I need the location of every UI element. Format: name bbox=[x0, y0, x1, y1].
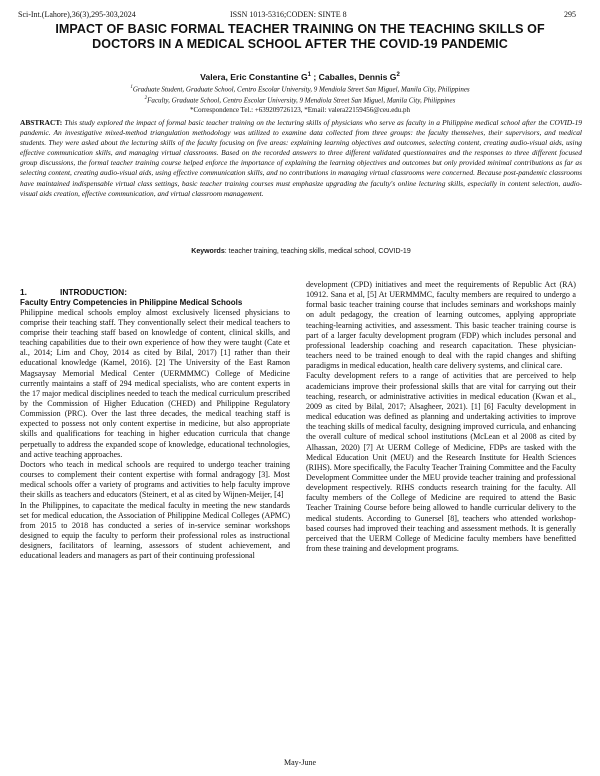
paragraph-2: Doctors who teach in medical schools are required to undergo teacher training courses to complement their content expertise with formal andragogy [3]. Most medical schools offer a variety of programs and activities to help faculty improve their skills as teachers and educators (Steinert, et al as cited by Wijnen-Meijer, [4] bbox=[20, 459, 290, 500]
paragraph-1: Philippine medical schools employ almost exclusively licensed physicians to comprise their teaching staff. They conventionally select their medical teachers to comprise their teaching staff based on knowledge of content, clinical skills, and teaching capabilities due to their own experience of how they were taught (Cate et al., 2014; Lim and Choy, 2014 as cited by Bilal, 2017) [1] rather than their educational knowledge (Kamel, 2016). [2] The University of the East Ramon Magsaysay Memorial Medical Center (UERMMMC) College of Medicine currently maintains a staff of 294 medical specialists, who are content experts in the 17 major medical disciplines needed to teach the medical curriculum prescribed by the Commission of Higher Education (CHED) and Philippine Regulatory Commission (PRC). Over the last three decades, the medical teaching staff is expected to possess not only content expertise in medicine, but also appropriate skills and qualifications for teaching in higher education curricula that change perpetually to address the expanded scope of knowledge, educational technologies, and active teaching approaches. bbox=[20, 307, 290, 459]
paragraph-3-continued: development (CPD) initiatives and meet the requirements of Republic Act (RA) 10912. Sana et al, [5] At UERMMMC, faculty members are required to undergo a formal basic teacher training course that includes seminars and workshops mainly on adult pedagogy, the creation of learning outcomes, applying appropriate teaching-learning activities, and assessment. This basic teacher training course is part of a larger faculty development program (FDP) which includes personal and professional leadership coaching and research capacitation. These physician-teachers need to be trained enough to deal with the rapid changes and shifting paradigms in medical education, health care delivery systems, and clinical care. bbox=[306, 280, 576, 371]
affiliation-2 bbox=[46, 94, 554, 105]
author-1-sup: 1 bbox=[307, 72, 311, 78]
author-line bbox=[46, 70, 554, 83]
left-column bbox=[20, 287, 290, 562]
author-2: Caballes, Dennis G bbox=[318, 71, 397, 82]
section-title: INTRODUCTION: bbox=[60, 287, 127, 297]
paper-title: IMPACT OF BASIC FORMAL TEACHER TRAINING ON THE TEACHING SKILLS OF DOCTORS IN A MEDICAL SCHOOL AFTER THE COVID-19 PANDEMIC bbox=[55, 22, 545, 51]
affiliation-2-sup: 2 bbox=[144, 96, 148, 102]
issn-coden: ISSN 1013-5316;CODEN: SINTE 8 bbox=[230, 10, 347, 19]
author-2-sup: 2 bbox=[396, 72, 400, 78]
abstract-label: ABSTRACT: bbox=[20, 118, 63, 127]
journal-citation: Sci-Int.(Lahore),36(3),295-303,2024 bbox=[18, 10, 136, 19]
subsection-heading: Faculty Entry Competencies in Philippine Medical Schools bbox=[20, 297, 243, 307]
keywords-label: Keywords bbox=[191, 248, 225, 255]
affiliation-1-sup: 1 bbox=[130, 84, 133, 90]
keywords bbox=[20, 247, 582, 256]
abstract-text: This study explored the impact of formal basic teacher training on the lecturing skills of physicians who serve as faculty in a Philippine medical school after the COVID-19 pandemic. An investigative mixed-method triangulation methodology was utilized to examine data collected from three groups: the faculty themselves, their supervisors, and medical students. They were asked about the lecturing skills of the faculty focusing on five areas: explaining learning objectives and outcomes, selecting content, creating audio-visual aids, using effective communication skills, and managing virtual classrooms. Based on the recorded answers to three different validated questionnaires and the responses to three different focused group discussions, the formal teacher training course helped enforce the importance of explaining the learning objectives and outcomes but only provided minimal contributions as far as selecting content, creating audio-visual aids, using effective communication skills, and no contributions in managing virtual classrooms were concerned. Because post-pandemic classrooms have maintained indispensable virtual class settings, basic teacher training courses must emphasize upgrading the faculty's online lecturing skills, especially in content selection, audio-visual aids creation, effective communication, and virtual classroom management. bbox=[20, 118, 582, 198]
affiliation-1-text: Graduate Student, Graduate School, Centro Escolar University, 9 Mendiola Street San Miguel, Manila City, Philippines bbox=[132, 85, 470, 94]
right-column bbox=[306, 280, 576, 554]
section-number: 1. bbox=[20, 287, 27, 297]
page-number: 295 bbox=[564, 10, 576, 19]
front-matter bbox=[46, 70, 554, 115]
author-separator: ; bbox=[310, 71, 319, 82]
paragraph-4: Faculty development refers to a range of activities that are perceived to help academicians improve their professional skills that are vital for carrying out their teaching, research, or administrative activities in medical education (Kwan et al., 2009 as cited by Bilal, 2017; Alsagheer, 2021). [1] [6] Faculty development in medical education was defined as planning and undertaking activities to improve the teaching skills of medical faculty, designing improved curricula, and enhancing the overall culture of medical school institutions (McLean et al 2008 as cited by Alhassan, 2020) [7] At UERM College of Medicine, FDPs are tasked with the Medical Education Unit (MEU) and the Research Institute for Health Sciences (RIHS). More specifically, the Faculty Teacher Training Committee and the Faculty Development Committee under the MEU provide teacher training and professional development respectively. RIHS conducts research training for the faculty. All faculty members of the College of Medicine are required to attend the Basic Teacher Training Course before being allowed to handle curricular delivery to the medical students. According to Gunersel [8], teachers who attended workshop-based courses had improved their teaching and assessment methods. It is generally perceived that the UERM College of Medicine faculty members have benefitted from these training and development programs. bbox=[306, 371, 576, 554]
abstract bbox=[20, 118, 582, 199]
section-heading bbox=[20, 287, 290, 298]
running-header bbox=[18, 10, 576, 22]
affiliation-2-text: Faculty, Graduate School, Centro Escolar University, 9 Mendiola Street San Miguel, Manila City, Philippines bbox=[147, 96, 456, 105]
keywords-text: : teacher training, teaching skills, medical school, COVID-19 bbox=[224, 248, 411, 255]
page-footer: May-June bbox=[284, 758, 316, 767]
author-1: Valera, Eric Constantine G bbox=[200, 71, 308, 82]
paragraph-3: In the Philippines, to capacitate the medical faculty in meeting the new standards set for medical education, the Association of Philippine Medical Colleges (APMC) from 2015 to 2018 has conducted a series of in-service seminar workshops designed to equip the faculty to perform their professional roles as instructional designers, facilitators of learning, assessors of student achievement, and educational leaders and managers as part of their continuing professional bbox=[20, 500, 290, 561]
correspondence: *Correspondence Tel.: +639209726123, *Email: valera22159456@ceu.edu.ph bbox=[189, 105, 411, 114]
affiliation-1 bbox=[46, 83, 554, 94]
